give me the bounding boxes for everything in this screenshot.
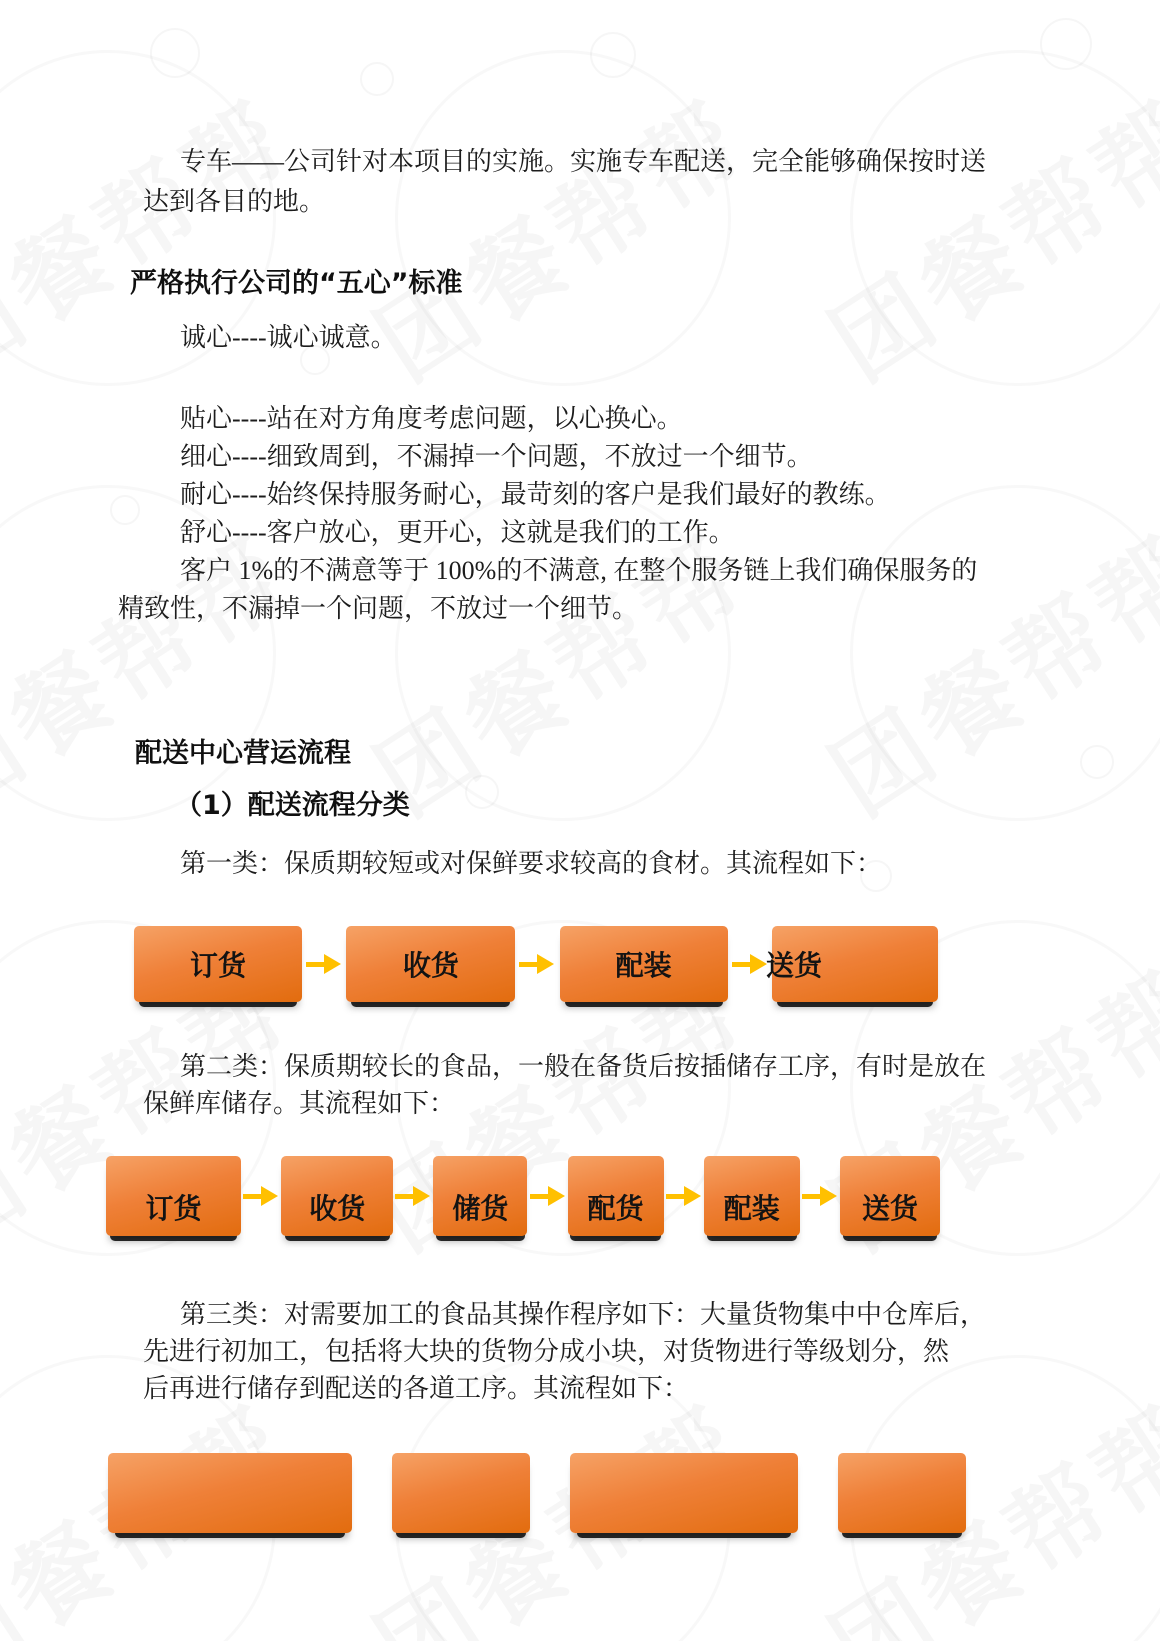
flow-step-box [433,1156,527,1236]
flow-step-label: 订货 [189,951,246,982]
heart-item: 细心----细致周到，不漏掉一个问题，不放过一个细节。 [180,442,813,471]
arrow-right-icon [243,1183,279,1209]
watermark-ring [465,775,499,809]
flow-step-box [346,926,515,1002]
watermark-text [801,500,1160,841]
flow-step-label: 送货 [765,951,822,982]
heart-item: 诚心----诚心诚意。 [180,323,397,352]
heart-item: 耐心----始终保持服务耐心，最苛刻的客户是我们最好的教练。 [180,480,891,509]
flow-step-box [838,1453,966,1533]
flow-step-box [570,1453,798,1533]
watermark-ring [150,28,200,78]
heart-item: 贴心----站在对方角度考虑问题，以心换心。 [180,404,683,433]
arrow-right-icon [666,1183,702,1209]
heading-five-hearts: 严格执行公司的“五心”标准 [130,268,463,299]
flowchart-type1 [134,926,938,1002]
flow-step-label: 订货 [145,1194,202,1225]
arrow-right-icon [306,951,342,977]
flowchart-type2 [106,1156,940,1236]
flow-step-box [560,926,728,1002]
watermark-text [0,65,315,406]
flow-step-box [704,1156,800,1236]
type3-intro-line-3: 后再进行储存到配送的各道工序。其流程如下： [143,1374,690,1403]
flow-step-box [840,1156,940,1236]
watermark-text [801,65,1160,406]
flow-step-label: 收货 [309,1194,366,1225]
type3-intro-line-1: 第三类：对需要加工的食品其操作程序如下：大量货物集中中仓库后， [180,1300,987,1329]
type2-intro-line-1: 第二类：保质期较长的食品，一般在备货后按插储存工序，有时是放在 [180,1052,987,1081]
arrow-right-icon [530,1183,566,1209]
watermark-ring [110,495,140,525]
hearts-summary-line-2: 精致性，不漏掉一个问题，不放过一个细节。 [118,594,639,623]
flow-step-label: 储货 [452,1194,509,1225]
hearts-summary-line-1: 客户 1%的不满意等于 100%的不满意, 在整个服务链上我们确保服务的 [180,556,978,585]
watermark-ring [1080,745,1114,779]
flowchart-type3 [108,1453,966,1533]
watermark-ring [590,32,636,78]
arrow-right-icon [732,951,768,977]
watermark-ring [850,50,1160,386]
watermark-ring [360,62,394,96]
flow-step-box [108,1453,352,1533]
flow-step-label: 配货 [587,1194,644,1225]
flow-step-box [568,1156,664,1236]
intro-line-2: 达到各目的地。 [143,187,326,216]
arrow-right-icon [519,951,555,977]
flow-step-box [106,1156,241,1236]
flow-step-box [765,926,938,1002]
subheading-process-classification: （1）配送流程分类 [175,790,410,821]
flow-step-label: 送货 [862,1194,919,1225]
heart-item: 舒心----客户放心，更开心，这就是我们的工作。 [180,518,735,547]
intro-line-1: 专车——公司针对本项目的实施。实施专车配送，完全能够确保按时送 [180,147,987,176]
type2-intro-line-2: 保鲜库储存。其流程如下： [143,1089,456,1118]
arrow-right-icon [802,1183,838,1209]
flow-step-box [134,926,302,1002]
type3-intro-line-2: 先进行初加工，包括将大块的货物分成小块，对货物进行等级划分，然 [143,1337,950,1366]
flow-step-label: 配装 [615,951,672,982]
watermark-ring [395,50,731,386]
heading-distribution-process: 配送中心营运流程 [135,738,351,769]
flow-step-box [281,1156,393,1236]
flow-step-label: 配装 [723,1194,780,1225]
watermark-ring [1040,18,1092,70]
flow-step-box [392,1453,530,1533]
flow-step-label: 收货 [402,951,459,982]
watermark-ring [850,485,1160,821]
type1-intro: 第一类：保质期较短或对保鲜要求较高的食材。其流程如下： [180,849,883,878]
arrow-right-icon [395,1183,431,1209]
watermark-text [346,65,770,406]
